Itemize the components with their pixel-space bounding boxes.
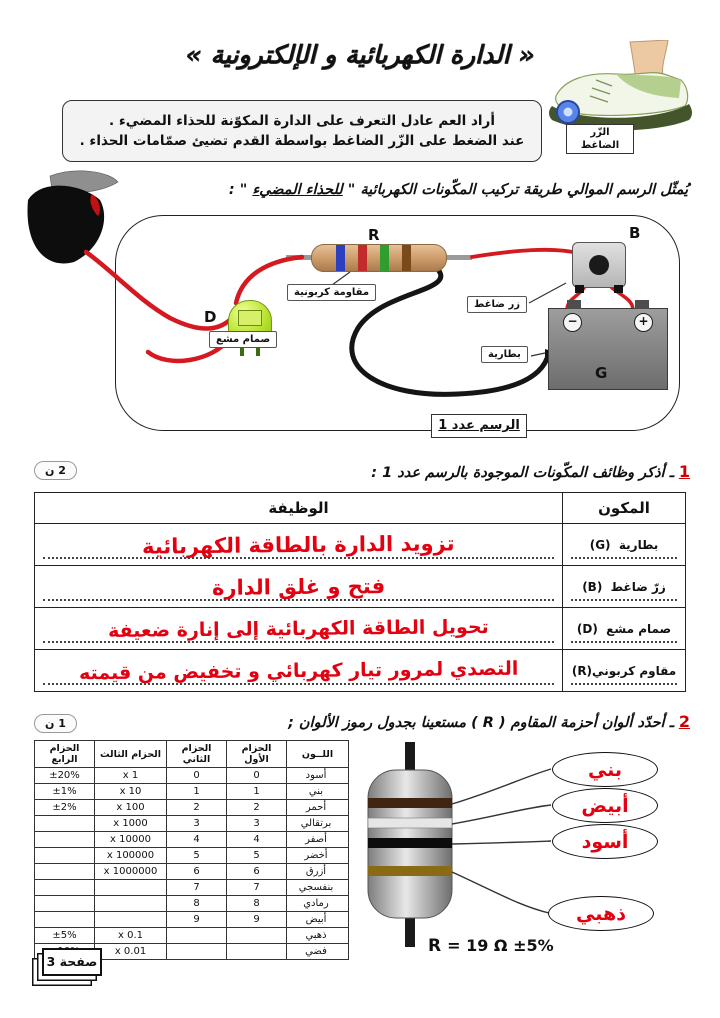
band-answer-black: أسود [581,830,629,853]
title-ornament-left: » [185,40,202,69]
tag-resistor: مقاومة كربونية [287,284,376,301]
band-bubble-black [552,824,658,859]
figure-label: الرسم عدد 1 [431,414,527,438]
resistor-lead-bottom [405,914,415,947]
question-1-number: 1 [678,462,690,481]
question-2-points-badge: 1 ن [34,714,77,733]
component-code: (G) [589,537,611,552]
color-code-table [34,740,349,960]
component-code: (B) [582,579,603,594]
page-number: صفحة 3 [42,948,102,976]
band-black [368,838,452,848]
battery-terminal-tab-left [567,300,581,309]
push-button-knob [589,255,609,275]
component-name: بطارية [618,537,659,552]
title-ornament-right: « [518,40,535,69]
tag-led: صمام مشع [209,331,277,348]
table-row [35,524,686,566]
color-row: x 100000 5 5 أخضر [35,848,349,864]
caption-part-b: للحذاء المضيء [252,182,343,198]
battery-component [548,308,668,390]
black-shoe-illustration [22,166,122,271]
battery-minus-terminal: − [563,313,582,332]
band-bubble-gold [548,896,654,931]
led-chip [238,310,262,326]
battery-plus-terminal: + [634,313,653,332]
push-button-pin-left [575,285,584,293]
push-button-pin-right [614,285,623,293]
hdr-band4: الحزام الرابع [35,741,95,768]
tag-button: زر ضاغط [467,296,527,313]
label-G: G [595,364,608,382]
component-code: (D) [576,621,598,636]
color-row: x 1000000 6 6 أزرق [35,864,349,880]
question-2-code: ( R ) [471,715,506,731]
push-button-component [572,242,626,288]
color-table-header [35,741,349,768]
answer-battery: تزويد الدارة بالطاقة الكهربائية [142,530,455,559]
color-row: 8 8 رمادي [35,896,349,912]
question-1-points-badge: 2 ن [34,461,77,480]
question-1 [371,462,690,481]
component-code: (R) [571,663,593,678]
question-2-text-b: مستعينا بجدول رموز الألوان ; [288,715,466,731]
question-2-text-a: ـ أحدّد ألوان أحزمة المقاوم [510,715,674,731]
hdr-band3: الحزام الثالث [95,741,167,768]
color-row: x 1000 3 3 برتقالي [35,816,349,832]
color-row: ±1% x 10 1 1 بني [35,784,349,800]
band-white [368,818,452,828]
color-row: ±5% x 0.1 ذهبي [35,928,349,944]
functions-table [34,492,686,692]
component-name: صمام مشع [606,621,672,636]
band-answer-white: أبيض [581,794,629,817]
color-row: ±20% x 1 0 0 أسود [35,768,349,784]
label-D: D [204,308,217,326]
shoe-button-callout-line1: الزّر [590,127,610,138]
band-answer-gold: ذهبي [576,902,626,925]
table-row [35,608,686,650]
header-component: المكون [563,493,686,524]
band-bubble-white [552,788,658,823]
color-row: x 10000 4 4 أصفر [35,832,349,848]
hdr-band2: الحزام الثاني [167,741,227,768]
resistor-lead-right [444,255,472,260]
color-row: x 0.01 فضي [35,944,349,960]
tag-battery: بطارية [481,346,528,363]
shoe-button-callout-line2: الضاغط [580,140,620,151]
resistor-photo [352,742,467,947]
title-text: الدارة الكهربائية و الإلكترونية [210,40,510,69]
intro-line-2: عند الضغط على الزّر الضاغط بواسطة القدم تضيئ صمّامات الحذاء . [79,133,525,149]
band-brown [368,798,452,808]
answer-button: فتح و غلق الدارة [211,573,386,600]
shoe-button-callout [566,124,634,154]
intro-line-1: أراد العم عادل التعرف على الدارة المكوّنة للحذاء المضيء . [109,113,495,129]
table-row [35,566,686,608]
caption-part-a: يُمثّل الرسم الموالي طريقة تركيب المكّونات الكهربائية " [342,182,688,198]
band-answer-brown: بني [587,758,623,781]
label-B: B [629,224,641,242]
intro-statement-box [62,100,542,162]
functions-table-header [35,493,686,524]
resistance-result [428,936,554,956]
question-2 [288,712,690,731]
component-name: زرّ ضاغط [610,579,666,594]
band-bubble-brown [552,752,658,787]
resistor-band-red [358,245,367,271]
table-row [35,650,686,692]
question-2-number: 2 [678,712,690,731]
result-value: = 19 Ω ±5% [447,936,554,955]
resistor-band-brown [402,245,411,271]
question-1-text: ـ أذكر وظائف المكّونات الموجودة بالرسم عدد 1 : [371,465,674,481]
result-r: R [428,936,442,956]
band-gold [368,866,452,876]
resistor-component [311,244,447,272]
battery-terminal-tab-right [635,300,649,309]
resistor-band-green [380,245,389,271]
color-row: 9 9 أبيض [35,912,349,928]
hdr-color: اللــون [287,741,349,768]
header-function: الوظيفة [35,493,563,524]
hdr-band1: الحزام الأول [227,741,287,768]
answer-resistor: التصدي لمرور تيار كهربائي و تخفيض من قيمته [78,657,519,684]
resistor-lead-top [405,742,415,774]
resistor-band-blue [336,245,345,271]
caption-part-c: " : [228,182,253,198]
color-row: ±2% x 100 2 2 أحمر [35,800,349,816]
answer-led: تحويل الطاقة الكهربائية إلى إنارة ضعيفة [108,615,489,642]
resistor-lead-left [286,255,312,260]
diagram-caption [229,182,688,198]
label-R: R [368,226,380,244]
color-row: 7 7 بنفسجي [35,880,349,896]
component-name: مقاوم كربوني [592,663,677,678]
